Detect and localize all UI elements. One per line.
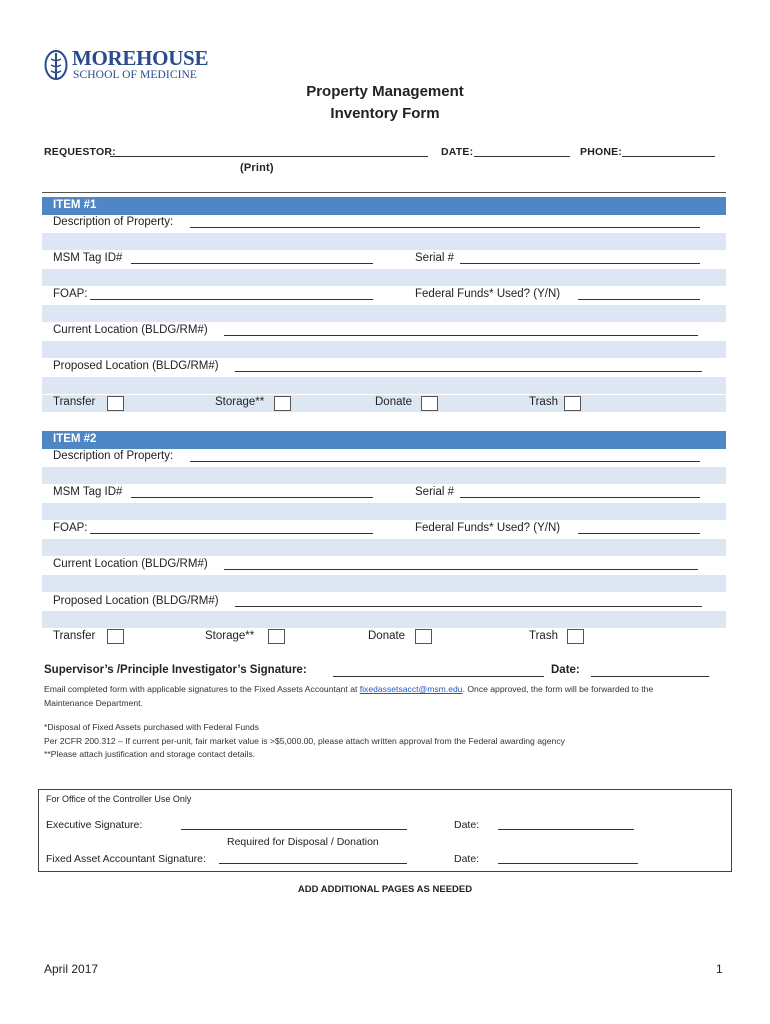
current-location-label: Current Location (BLDG/RM#) (53, 324, 208, 336)
band (42, 611, 726, 628)
item-1-section (42, 197, 726, 412)
required-note: Required for Disposal / Donation (227, 836, 379, 848)
item-1-tag-field[interactable] (131, 252, 373, 264)
executive-signature-label: Executive Signature: (46, 819, 143, 831)
fixed-assets-email-link[interactable]: fixedassetsacct@msm.edu (359, 684, 463, 694)
band (42, 503, 726, 520)
trash-label: Trash (529, 396, 558, 408)
description-label: Description of Property: (53, 450, 174, 462)
logo-name: MOREHOUSE (72, 46, 209, 70)
proposed-location-label: Proposed Location (BLDG/RM#) (53, 360, 219, 372)
executive-signature-field[interactable] (181, 819, 407, 830)
serial-label: Serial # (415, 252, 454, 264)
item-2-header (42, 431, 726, 449)
caduceus-emblem-icon (44, 48, 70, 82)
item-1-current-location-field[interactable] (224, 324, 698, 336)
date-field[interactable] (474, 146, 570, 157)
item-1-foap-field[interactable] (90, 288, 373, 300)
item-1-proposed-location-field[interactable] (235, 360, 702, 372)
note-line3: **Please attach justification and storage contact details. (44, 749, 256, 759)
item-1-header (42, 197, 726, 215)
band (42, 305, 726, 322)
foap-label: FOAP: (53, 288, 88, 300)
band (42, 539, 726, 556)
executive-date-label: Date: (454, 819, 480, 831)
tag-label: MSM Tag ID# (53, 252, 123, 264)
donate-label: Donate (375, 396, 413, 408)
msm-logo (44, 44, 209, 84)
form-title-line1: Property Management (306, 83, 464, 100)
item-2-current-location-field[interactable] (224, 558, 698, 570)
trash-label: Trash (529, 630, 558, 642)
band (42, 467, 726, 484)
signature-date-label: Date: (551, 664, 580, 676)
item-2-heading: ITEM #2 (53, 433, 97, 445)
email-instructions (44, 684, 653, 694)
band (42, 233, 726, 250)
executive-date-field[interactable] (498, 819, 634, 830)
phone-field[interactable] (622, 146, 715, 157)
item-2-donate-checkbox[interactable] (415, 629, 432, 644)
logo-subtitle: SCHOOL OF MEDICINE (73, 69, 198, 81)
serial-label: Serial # (415, 486, 454, 498)
add-pages-note: ADD ADDITIONAL PAGES AS NEEDED (297, 884, 473, 895)
print-note: (Print) (240, 162, 274, 174)
item-1-description-field[interactable] (190, 216, 700, 228)
item-2-foap-field[interactable] (90, 522, 373, 534)
date-label: DATE: (441, 146, 474, 158)
fixed-asset-date-field[interactable] (498, 853, 638, 864)
item-2-storage-checkbox[interactable] (268, 629, 285, 644)
item-2-transfer-checkbox[interactable] (107, 629, 124, 644)
proposed-location-label: Proposed Location (BLDG/RM#) (53, 595, 219, 607)
fixed-asset-date-label: Date: (454, 853, 480, 865)
email-instructions-pre: Email completed form with applicable signatures to the Fixed Assets Accountant at (44, 684, 358, 694)
fixed-asset-signature-label: Fixed Asset Accountant Signature: (46, 853, 206, 865)
requestor-label: REQUESTOR: (44, 146, 116, 158)
note-line2: Per 2CFR 200.312 – If current per-unit, fair market value is >$5,000.00, please attach written approval from the Federal awarding agency (44, 736, 565, 746)
band (42, 377, 726, 394)
item-1-trash-checkbox[interactable] (564, 396, 581, 411)
note-line1: *Disposal of Fixed Assets purchased with Federal Funds (44, 722, 259, 732)
requestor-field[interactable] (110, 146, 428, 157)
description-label: Description of Property: (53, 216, 174, 228)
email-instructions-line2: Maintenance Department. (44, 698, 143, 708)
item-1-serial-field[interactable] (460, 252, 700, 264)
item-2-serial-field[interactable] (460, 486, 700, 498)
band (42, 575, 726, 592)
tag-label: MSM Tag ID# (53, 486, 123, 498)
current-location-label: Current Location (BLDG/RM#) (53, 558, 208, 570)
transfer-label: Transfer (53, 396, 96, 408)
controller-office-box (38, 789, 732, 872)
supervisor-signature-label: Supervisor’s /Principle Investigator’s Signature: (44, 664, 307, 676)
signature-date-field[interactable] (591, 664, 709, 677)
foap-label: FOAP: (53, 522, 88, 534)
item-2-description-field[interactable] (190, 450, 700, 462)
item-1-heading: ITEM #1 (53, 199, 97, 211)
item-2-trash-checkbox[interactable] (567, 629, 584, 644)
item-1-transfer-checkbox[interactable] (107, 396, 124, 411)
email-instructions-post: . Once approved, the form will be forwarded to the (462, 684, 654, 694)
phone-label: PHONE: (580, 146, 623, 158)
band (42, 341, 726, 358)
item-1-storage-checkbox[interactable] (274, 396, 291, 411)
federal-label: Federal Funds* Used? (Y/N) (415, 288, 561, 300)
office-heading: For Office of the Controller Use Only (46, 794, 192, 804)
storage-label: Storage** (205, 630, 255, 642)
item-2-section (42, 431, 726, 646)
item-2-proposed-location-field[interactable] (235, 595, 702, 607)
transfer-label: Transfer (53, 630, 96, 642)
footer-date: April 2017 (44, 962, 99, 976)
form-title-line2: Inventory Form (330, 105, 440, 122)
storage-label: Storage** (215, 396, 265, 408)
federal-label: Federal Funds* Used? (Y/N) (415, 522, 561, 534)
fixed-asset-signature-field[interactable] (219, 853, 407, 864)
band (42, 269, 726, 286)
page-number: 1 (716, 962, 723, 976)
item-2-tag-field[interactable] (131, 486, 373, 498)
item-1-donate-checkbox[interactable] (421, 396, 438, 411)
item-1-federal-field[interactable] (578, 288, 700, 300)
supervisor-signature-field[interactable] (333, 664, 544, 677)
donate-label: Donate (368, 630, 406, 642)
header-divider (42, 192, 726, 193)
item-2-federal-field[interactable] (578, 522, 700, 534)
